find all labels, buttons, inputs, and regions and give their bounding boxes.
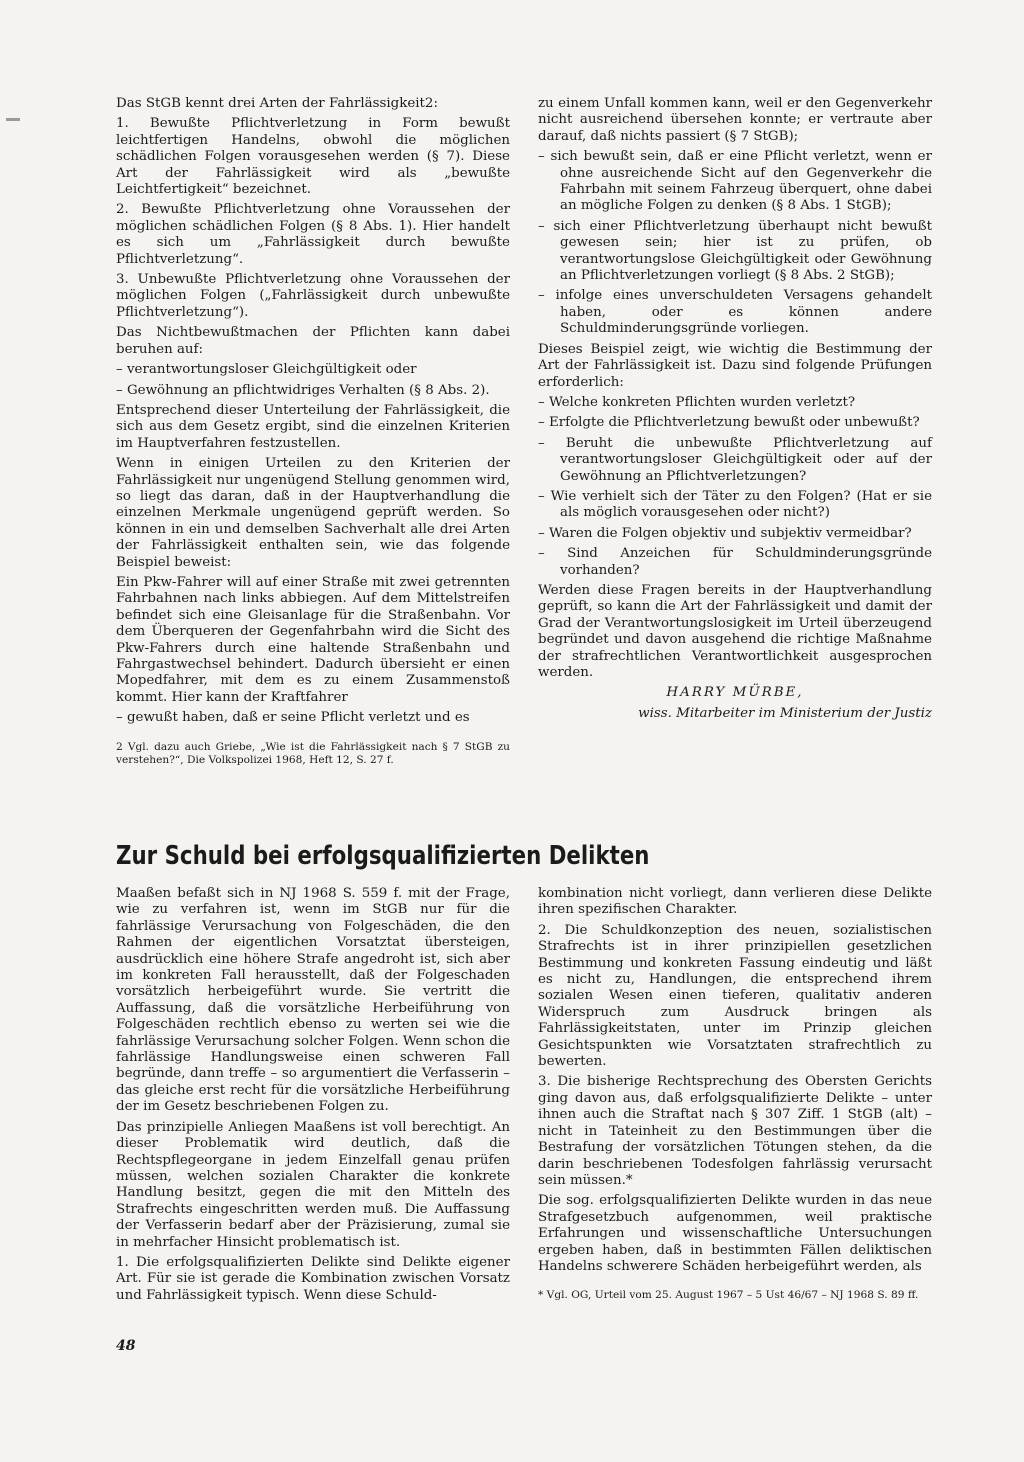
paragraph: 1. Die erfolgsqualifizierten Delikte sind Delikte eigener Art. Für sie ist gerade die Kombination zwischen Vorsatz und Fahrlässigkeit typisch. Wenn diese Schuld- — [116, 1254, 510, 1303]
paragraph: 1. Bewußte Pflichtverletzung in Form bewußt leichtfertigen Handelns, obwohl die möglichen schädlichen Folgen vorausgesehen werden (§ 7). Diese Art der Fahrlässigkeit wird als „bewußte Leichtfertigkeit“ bezeichnet. — [116, 116, 510, 198]
paragraph: 2. Bewußte Pflichtverletzung ohne Voraussehen der möglichen schädlichen Folgen (§ 8 Abs. 1). Hier handelt es sich um „Fahrlässigkeit durch bewußte Pflichtverletzung“. — [116, 202, 510, 267]
author-name: HARRY MÜRBE, — [666, 685, 804, 701]
list-item: – Erfolgte die Pflichtverletzung bewußt oder unbewußt? — [538, 415, 920, 431]
article2-headline: Zur Schuld bei erfolgsqualifizierten Delikten — [116, 841, 650, 871]
list-item: – Beruht die unbewußte Pflichtverletzung auf verantwortungsloser Gleichgültigkeit oder auf der Gewöhnung an Pflichtverletzungen? — [538, 435, 932, 484]
paragraph: Maaßen befaßt sich in NJ 1968 S. 559 f. mit der Frage, wie zu verfahren ist, wenn im StGB nur für die fahrlässige Verursachung von Folgeschäden, die den Rahmen der eigentlichen Vorsatztat übersteigen, ausdrücklich eine höhere Strafe angedroht ist, sich aber im konkreten Fall herausstellt, daß der Folgeschaden vorsätzlich herbeigeführt wurde. Sie vertritt die Auffassung, daß die vorsätzliche Herbeiführung von Folgeschäden rechtlich ebenso zu werten sei wie die fahrlässige Verursachung solcher Folgen. Wenn schon die fahrlässige Handlungsweise einen schweren Fall begründe, dann treffe – so argumentiert die Verfasserin – das gleiche erst recht für die vorsätzliche Herbeiführung der im Gesetz beschriebenen Folgen zu. — [116, 886, 510, 1115]
list-item: – Waren die Folgen objektiv und subjektiv vermeidbar? — [538, 525, 912, 541]
article1-right-column — [538, 96, 932, 726]
paragraph: 2. Die Schuldkonzeption des neuen, sozialistischen Strafrechts ist in ihrer prinzipiellen gesetzlichen Bestimmung und konkreten Fassung eindeutig und läßt es nicht zu, Handlungen, die entsprechend ihrem sozialen Wesen einen tieferen, qualitativ anderen Widerspruch zum Ausdruck bringen als Fahrlässigkeitstaten, unter im Prinzip gleichen Gesichtspunkten wie Vorsatztaten strafrechtlich zu bewerten. — [538, 922, 932, 1070]
paragraph: 3. Unbewußte Pflichtverletzung ohne Voraussehen der möglichen Folgen („Fahrlässigkeit durch unbewußte Pflichtverletzung“). — [116, 272, 510, 320]
paragraph: zu einem Unfall kommen kann, weil er den Gegenverkehr nicht ausreichend übersehen konnte; er vertraute aber darauf, daß nichts passiert (§ 7 StGB); — [538, 96, 932, 144]
list-item: – sich einer Pflichtverletzung überhaupt nicht bewußt gewesen sein; hier ist zu prüfen, ob verantwortungslose Gleichgültigkeit oder Gewöhnung an Pflichtverletzungen vorliegt (§ 8 Abs. 2 StGB); — [538, 218, 932, 284]
paragraph: Wenn in einigen Urteilen zu den Kriterien der Fahrlässigkeit nur ungenügend Stellung genommen wird, so liegt das daran, daß in der Hauptverhandlung die einzelnen Merkmale ungenügend geprüft werden. So können in ein und demselben Sachverhalt alle drei Arten der Fahrlässigkeit enthalten sein, wie das folgende Beispiel beweist: — [116, 456, 510, 570]
list-item: – infolge eines unverschuldeten Versagens gehandelt haben, oder es können andere Schuldminderungsgründe vorliegen. — [538, 288, 932, 337]
paragraph: Die sog. erfolgsqualifizierten Delikte wurden in das neue Strafgesetzbuch aufgenommen, weil praktische Erfahrungen und wissenschaftliche Untersuchungen ergeben haben, daß in bestimmten Fällen deliktischen Handelns schwerere Schäden herbeigeführt werden, als — [538, 1193, 932, 1274]
paragraph: Das prinzipielle Anliegen Maaßens ist voll berechtigt. An dieser Problematik wird deutlich, daß die Rechtspflegeorgane in jedem Einzelfall genau prüfen müssen, welchen sozialen Charakter die konkrete Handlung besitzt, gegen die mit den Mitteln des Strafrechts eingeschritten werden muß. Die Auffassung der Verfasserin bedarf aber der Präzisierung, zumal sie in mehrfacher Hinsicht problematisch ist. — [116, 1119, 510, 1250]
paragraph: Dieses Beispiel zeigt, wie wichtig die Bestimmung der Art der Fahrlässigkeit ist. Dazu sind folgende Prüfungen erforderlich: — [538, 341, 932, 390]
footnote: 2 Vgl. dazu auch Griebe, „Wie ist die Fahrlässigkeit nach § 7 StGB zu verstehen?“, Die Volkspolizei 1968, Heft 12, S. 27 f. — [116, 740, 510, 766]
list-item: – sich bewußt sein, daß er eine Pflicht verletzt, wenn er ohne ausreichende Sicht auf den Gegenverkehr die Fahrbahn mit seinem Fahrzeug überquert, ohne dabei an mögliche Folgen zu denken (§ 8 Abs. 1 StGB); — [538, 149, 932, 214]
list-item: – gewußt haben, daß er seine Pflicht verletzt und es — [116, 710, 470, 726]
list-item: – verantwortungsloser Gleichgültigkeit oder — [116, 362, 417, 378]
list-item: – Welche konkreten Pflichten wurden verletzt? — [538, 394, 856, 410]
article1-left-column — [116, 96, 510, 771]
scan-margin-mark — [6, 118, 20, 121]
paragraph: Das StGB kennt drei Arten der Fahrlässigkeit2: — [116, 96, 438, 111]
list-item: – Sind Anzeichen für Schuldminderungsgründe vorhanden? — [538, 546, 932, 578]
paragraph: Entsprechend dieser Unterteilung der Fahrlässigkeit, die sich aus dem Gesetz ergibt, sind die einzelnen Kriterien im Hauptverfahren festzustellen. — [116, 402, 510, 451]
article2-left-column — [116, 886, 510, 1308]
paragraph: Ein Pkw-Fahrer will auf einer Straße mit zwei getrennten Fahrbahnen nach links abbiegen. Auf dem Mittelstreifen befindet sich eine Gleisanlage für die Straßenbahn. Vor dem Überqueren der Gegenfahrbahn wird die Sicht des Pkw-Fahrers durch eine haltende Straßenbahn und Fahrgastwechsel behindert. Dadurch übersieht er einen Mopedfahrer, mit dem es zu einem Zusammenstoß kommt. Hier kann der Kraftfahrer — [116, 574, 510, 705]
paragraph: Werden diese Fragen bereits in der Hauptverhandlung geprüft, so kann die Art der Fahrlässigkeit und damit der Grad der Verantwortungslosigkeit im Urteil überzeugend begründet und davon ausgehend die richtige Maßnahme der strafrechtlichen Verantwortlichkeit ausgesprochen werden. — [538, 582, 932, 680]
paragraph: kombination nicht vorliegt, dann verlieren diese Delikte ihren spezifischen Charakter. — [538, 886, 932, 918]
page-number: 48 — [116, 1338, 136, 1354]
paragraph: Das Nichtbewußtmachen der Pflichten kann dabei beruhen auf: — [116, 325, 510, 357]
paragraph: 3. Die bisherige Rechtsprechung des Obersten Gerichts ging davon aus, daß erfolgsqualifizierte Delikte – unter ihnen auch die Straftat nach § 307 Ziff. 1 StGB (alt) – nicht in Tateinheit zu den Bestimmungen über die Bestrafung der vorsätzlichen Tötungen stehen, da die darin beschriebenen Todesfolgen fahrlässig verursacht sein müssen.* — [538, 1074, 932, 1188]
footnote: * Vgl. OG, Urteil vom 25. August 1967 – 5 Ust 46/67 – NJ 1968 S. 89 ff. — [538, 1289, 919, 1302]
list-item: – Gewöhnung an pflichtwidriges Verhalten (§ 8 Abs. 2). — [116, 382, 490, 398]
list-item: – Wie verhielt sich der Täter zu den Folgen? (Hat er sie als möglich vorausgesehen oder nicht?) — [538, 488, 932, 521]
article2-right-column — [538, 886, 932, 1306]
author-role: wiss. Mitarbeiter im Ministerium der Justiz — [638, 705, 932, 721]
